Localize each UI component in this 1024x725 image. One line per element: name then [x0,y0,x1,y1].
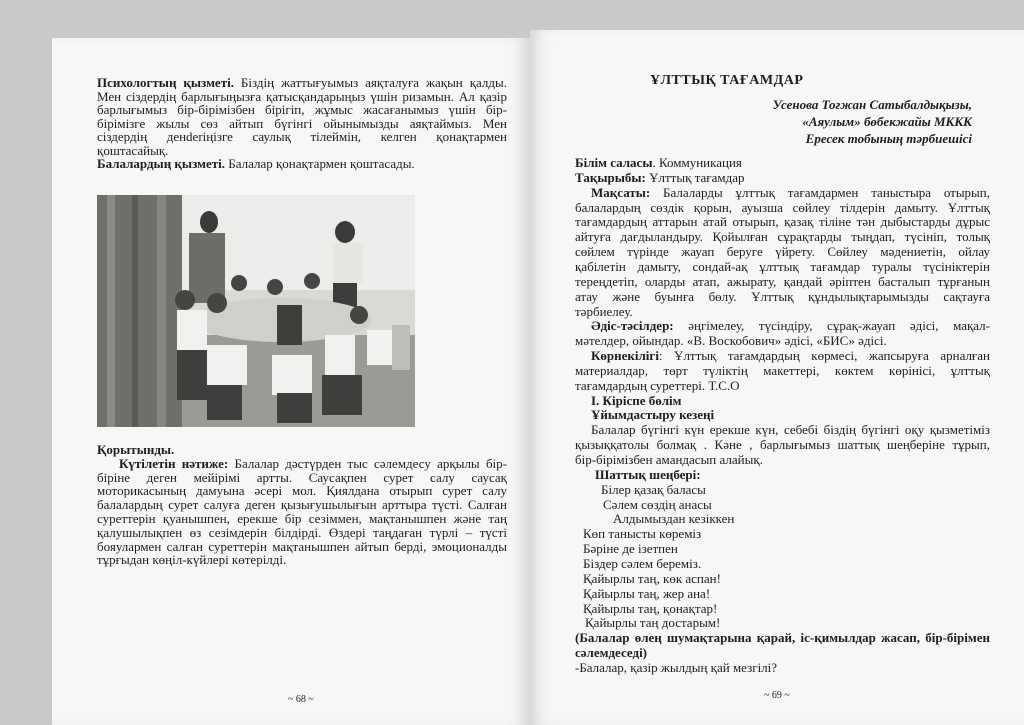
line-text: тағамдардың аттарын атай отырып, қазақ тіліне тән дыбыстарды дұрыс [575,214,990,230]
text-line [97,553,507,566]
bold-lead: Көрнекілігі [591,348,659,364]
bold-lead: Мақсаты: [591,184,651,200]
line-text: қалушылықпен өз сезімдерін білдірді. Өздері таңдаған түрлі – түсті [97,524,507,540]
line-text: тұрғыдан көңіл-күйлері көтерілді. [97,552,287,568]
text-line [583,572,990,585]
text-line [575,379,990,392]
line-text: Балалар қонақтармен қоштасады. [225,156,415,171]
text-line [97,130,507,143]
classroom-photo [97,195,415,427]
text-line [97,157,507,170]
line-text: біріне деген мейірімі артты. Саусақпен сурет салу саусақ [97,469,507,485]
line-text: қабілетін дамыту, сондай-ақ ұлттық тағамдар туралы түсініктерін [575,258,990,274]
line-text: материалдар, төрт түліктің макеттері, көктем көрінісі, ұлттық [575,362,990,378]
bold-lead: Тақырыбы: [575,169,646,185]
line-text: сіздердің денderіңізге саулық тілеймін, келген қонақтармен [97,129,507,144]
text-line [97,526,507,539]
line-text: Алдымыздан кезіккен [613,511,735,527]
line-text: Сәлем сөздің анасы [603,496,712,512]
text-line [575,275,990,288]
text-line [97,540,507,553]
bold-lead: Балалардың қызметі. [97,156,225,171]
line-text: қоштасайық. [97,142,169,158]
text-line [583,557,990,570]
text-line [119,457,507,470]
line-text: бір-бірімізбен амандасып алайық. [575,452,763,467]
text-line [583,527,990,540]
text-line [575,245,990,258]
article-title: ҰЛТТЫҚ ТАҒАМДАР [650,73,804,88]
text-line [575,453,990,466]
text-line [591,408,990,421]
text-line [575,260,990,273]
line-text: барлығымыз бір-бірімізбен бірігіп, жұмыс жасағанымыз үшін бір- [97,102,507,117]
text-line [575,201,990,214]
text-line [97,512,507,525]
text-line [97,90,507,103]
text-line [97,443,507,456]
line-text: Бәріне де ізетпен [583,541,678,557]
text-line [591,186,990,199]
text-line [97,117,507,130]
text-line [575,631,990,644]
line-text: моторикасының дамуына әсері мол. Қиялдана отырып сурет салу [97,483,507,499]
text-line [583,602,990,615]
text-line [575,290,990,303]
line-text: суреттерін қуанышпен, ерекше бір сезіммен, мақтанышпен және таң [97,511,507,526]
bold-lead: сәлемдеседі) [575,645,648,661]
author-position: Ересек тобының тәрбиешісі [805,131,972,146]
line-text: атау және буынға бөлу. Ұлттық құндылықтарымызды сақтауға [575,288,990,304]
text-line [97,144,507,157]
bold-lead: Психологтың қызметі. [97,75,234,90]
line-text: -Балалар, қазір жылдың қай мезгілі? [575,659,778,675]
bold-lead: Ұйымдастыру кезеңі [591,407,715,423]
line-text: Балалар дәстүрден тыс сәлемдесу арқылы бір- [228,455,507,471]
line-text: сөйлем түрінде жауап беруге үйрету. Сөйлеу мәдениетін, ойлау [575,244,990,260]
line-text: : Ұлттық тағамдардың көрмесі, жапсыруға арналған [658,348,990,364]
line-text: бірімізге жылы сөз айтып бүгінгі ойынымызды аяқтаймыз. Мен [97,115,507,131]
page-number-right: ~ 69 ~ [764,690,790,701]
line-text: Балалар бүгінгі күн ерекше күн, себебі біздің бүгінгі оқу қызметіміз [591,422,990,438]
text-line [575,646,990,659]
text-line [97,76,507,89]
line-text: бояулармен салған суреттерін мақтанышпен айтып берді, эмоционалды [97,538,507,554]
line-text: Балаларды ұлттық тағамдармен таныстыра отырып, [650,184,990,200]
text-line [613,512,990,525]
bold-lead: Күтілетін нәтиже: [119,455,229,471]
text-line [575,364,990,377]
bold-lead: Шаттық шеңбері: [595,466,701,482]
text-line [97,498,507,511]
text-line [591,394,990,407]
line-text: тәрбиелеу. [575,303,633,319]
text-line [603,498,990,511]
text-line [575,215,990,228]
line-text: Біздер сәлем береміз. [583,555,702,571]
line-text: тағамдардың суреттері. Т.С.О [575,377,740,393]
text-line [575,305,990,318]
text-line [575,171,990,184]
line-text: Біздің жаттығуымыз аяқталуға жақын қалды. [233,75,508,90]
line-text: тереңдетіп, оларды атап, ажырату, қандай әріптен басталып тұрғанын [575,273,990,289]
text-line [601,483,990,496]
line-text: балалардың сурет салуға деген қызығушылығын арттыра түсті. Салған [97,497,507,513]
bold-lead: Қорытынды. [97,442,175,457]
text-line [575,661,990,674]
text-line [97,484,507,497]
line-text: Қайырлы таң достарым! [585,615,721,631]
line-text: Қайырлы таң, көк аспан! [583,570,721,586]
line-text: Қайырлы таң, қонақтар! [583,600,718,616]
text-line [575,230,990,243]
line-text: мәтелдер, ойындар. «В. Воскобович» әдісі, «БИС» әдісі. [575,333,887,349]
bold-lead: Білім саласы [575,155,653,170]
text-line [575,156,990,169]
text-line [595,468,990,481]
line-text: қызыққатолы болмақ . Кәне , барлығымыз шаттық шеңберіне тұрып, [575,437,990,453]
bold-lead: Әдіс-тәсілдер: [591,318,674,334]
text-line [575,334,990,347]
text-line [97,471,507,484]
text-line [585,616,990,629]
bold-lead: (Балалар өлең шумақтарына қарай, іс-қимылдар жасап, бір-бірімен [575,630,990,646]
line-text: Қайырлы таң, жер ана! [583,585,711,601]
text-line [591,423,990,436]
line-text: балалардың сөздік қорын, ауызша сөйлеу тілдерін дамыту. Ұлттық [575,199,990,215]
text-line [591,319,990,332]
line-text: Көп танысты көреміз [583,526,702,542]
line-text: айтуға дағдыландыру. Қойылған сұрақтарды тыңдап, түсініп, толық [575,229,990,245]
page-number-left: ~ 68 ~ [288,694,314,705]
line-text: . Коммуникация [652,155,742,170]
text-line [583,587,990,600]
bold-lead: І. Кіріспе бөлім [591,392,682,408]
text-line [575,438,990,451]
author-organization: «Аяулым» бөбекжайы МККК [802,114,972,129]
line-text: Білер қазақ баласы [601,481,706,497]
text-line [583,542,990,555]
text-line [591,349,990,362]
line-text: әңгімелеу, түсіндіру, сұрақ-жауап әдісі, мақал- [673,318,990,334]
line-text: Ұлттық тағамдар [645,169,745,185]
author-name: Усенова Тоғжан Сатыбалдықызы, [772,97,972,112]
line-text: Мен сіздердің барлығыңызға қатысқандарыңыз үшін ризамын. Ал қазір [97,88,507,104]
text-line [97,103,507,116]
